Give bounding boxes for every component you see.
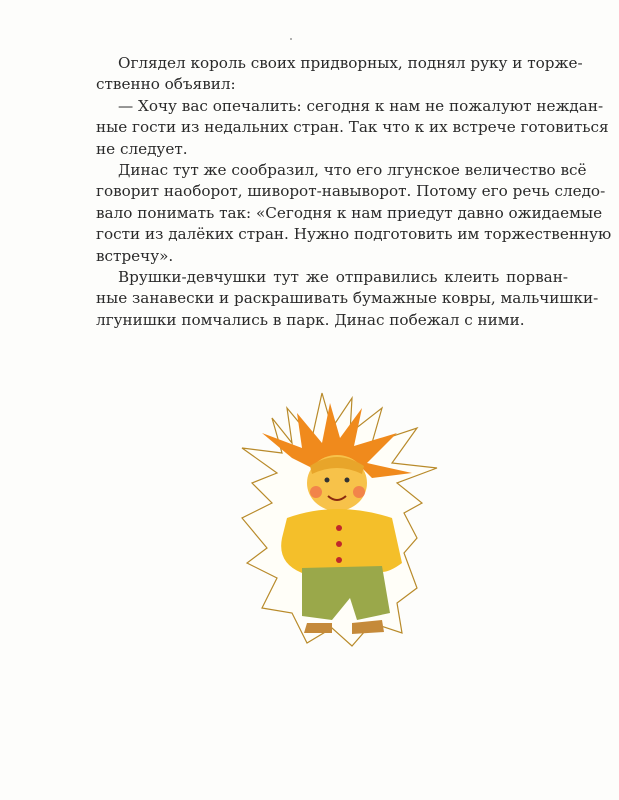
button — [336, 557, 342, 563]
text-line: — Хочу вас опечалить: сегодня к нам не пожалуют неждан- — [118, 96, 604, 115]
eye — [325, 478, 330, 483]
text-line: гости из далёких стран. Нужно подготовить им торжественную — [96, 225, 612, 244]
text-line: говорит наоборот, шиворот-навыворот. Потому его речь следо- — [96, 182, 606, 201]
story-text — [96, 53, 612, 331]
text-line: Оглядел король своих придворных, поднял руку и торже- — [118, 54, 583, 72]
paragraph — [96, 53, 583, 96]
text-line: Врушки-девчушки тут же отправились клеить порван- — [118, 267, 568, 286]
text-line: Динас тут же сообразил, что его лгунское величество всё — [118, 160, 587, 179]
paragraph — [96, 96, 609, 160]
text-line: ные гости из недальних стран. Так что к их встрече готовиться — [96, 118, 609, 137]
eye — [345, 478, 350, 483]
scan-speck — [290, 38, 292, 40]
cheek — [310, 486, 322, 498]
button — [336, 525, 342, 531]
paragraph — [96, 267, 599, 331]
text-line: ные занавески и раскрашивать бумажные ковры, мальчишки- — [96, 289, 599, 308]
button — [336, 541, 342, 547]
text-line: ственно объявил: — [96, 75, 236, 94]
shoe — [304, 623, 332, 633]
jacket — [281, 509, 402, 573]
text-line: вало понимать так: «Сегодня к нам приедут давно ожидаемые — [96, 203, 603, 222]
paragraph — [96, 160, 612, 267]
cheek — [353, 486, 365, 498]
text-line: лгунишки помчались в парк. Динас побежал с ними. — [96, 310, 525, 329]
boy-illustration — [232, 388, 452, 650]
text-line: встречу». — [96, 246, 174, 265]
text-line: не следует. — [96, 139, 188, 158]
